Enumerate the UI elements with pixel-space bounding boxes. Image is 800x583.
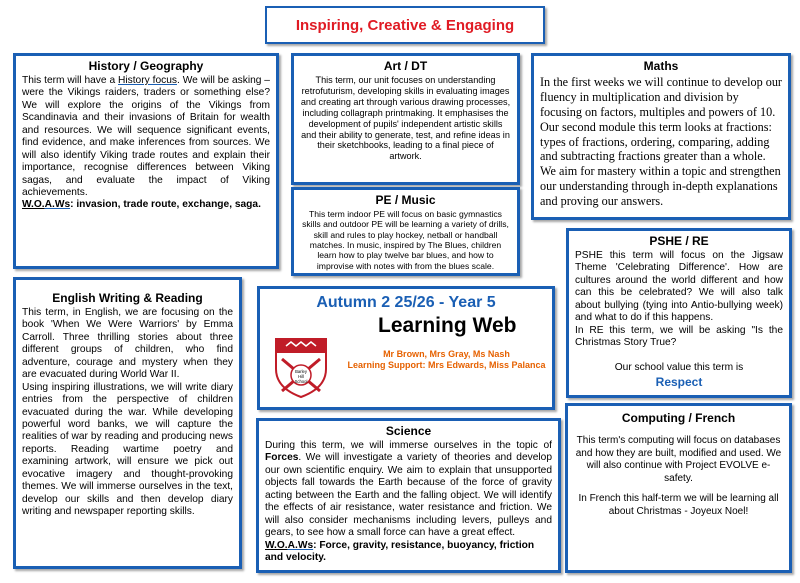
science-topic: Forces — [265, 452, 299, 464]
science-text-rest: . We will investigate a variety of theories and develop our own scientific enquiry. We aim to explain that unsupported objects fall towards the Earth because of the force of gravity acting between the Earth and the falling object. We will identify the effects of air resistance, water resistance and friction. We will also consider mechanisms including levers, pulleys and gears, to see how a small force can have a great effect. — [265, 452, 552, 539]
history-woaw-prefix: W.O. — [22, 199, 45, 211]
computing-french-panel — [565, 403, 792, 573]
pshe-re-panel — [566, 228, 792, 398]
badge-text-3: School — [294, 379, 308, 384]
art-heading: Art / DT — [383, 59, 428, 73]
english-panel — [13, 277, 242, 569]
school-badge-icon — [272, 335, 330, 399]
french-text: In French this half-term we will be learning all about Christmas - Joyeux Noel! — [578, 493, 779, 517]
learning-support: Learning Support: Mrs Edwards, Miss Palanca — [347, 360, 546, 371]
history-heading: History / Geography — [88, 59, 204, 73]
science-heading: Science — [385, 424, 432, 438]
art-text: This term, our unit focuses on understanding retrofuturism, developing skills in evaluating images and creating art through various drawing processes, including collagraph printmaking. It emphasises the development of pupils' independent artistic skills and their ability to generate, test, and refine ideas in their sketchbooks, leading to a final piece of artwork. — [300, 75, 511, 162]
re-text: In RE this term, we will be asking "Is the Christmas Story True? — [575, 324, 783, 349]
art-dt-panel — [291, 53, 520, 185]
history-text — [22, 75, 270, 199]
staff-list — [344, 349, 549, 372]
pshe-heading: PSHE / RE — [649, 234, 709, 248]
badge-text-2: Hill — [298, 374, 304, 379]
history-woaw-words: : invasion, trade route, exchange, saga. — [70, 199, 261, 211]
history-geography-panel — [13, 53, 279, 269]
science-woaw-words: : Force, gravity, resistance, buoyancy, friction and velocity. — [265, 539, 535, 563]
page-title-box — [265, 6, 545, 44]
page-title: Inspiring, Creative & Engaging — [295, 16, 515, 34]
learning-web-title: Learning Web — [378, 314, 517, 337]
learning-web-panel — [257, 286, 555, 410]
maths-panel — [531, 53, 791, 220]
term-heading: Autumn 2 25/26 - Year 5 — [316, 294, 496, 311]
science-text — [265, 440, 552, 540]
history-woaw — [22, 199, 270, 211]
english-heading: English Writing & Reading — [52, 291, 203, 305]
teachers: Mr Brown, Mrs Gray, Ms Nash — [383, 349, 510, 359]
science-panel — [256, 418, 561, 573]
history-woaw-abbr: A.Ws — [44, 199, 71, 211]
maths-text: In the first weeks we will continue to develop our fluency in multiplication and division by focusing on factors, multiples and powers of 10. Our second module this term looks at fractions: types of fractions, ordering, comparing, adding and subtracting fractions greater than a whole. We aim for mastery within a topic and strengthen our understanding through in-depth explanations and proving our answers. — [540, 75, 782, 208]
english-text-2: Using inspiring illustrations, we will write diary entries from the perspective of children evacuated during the war. While developing powerful word banks, we will capture the realities of war by reading and producing news reports. Reading wartime poetry and examining artwork, will ensure we pick out evocative imagery and thought-provoking themes. We will immerse ourselves in the text, develop our skills and then develop diary writing and newspaper reporting skills. — [22, 381, 233, 517]
school-value-label: Our school value this term is — [614, 361, 744, 373]
pe-text: This term indoor PE will focus on basic gymnastics skills and outdoor PE will be learning a variety of drills, skill and rules to play hockey, netball or handball matches. In music, inspired by The Blues, children learn how to play twelve bar blues, and how to improvise with notes with from the blues scale. — [302, 209, 509, 271]
history-text-rest: . We will be asking – were the Vikings raiders, traders or something else? We will explore the origins of the Vikings from Scandinavia and their invasions of Britain for wealth and resources. We will sequence significant events, find evidence, and make inferences from sources. We will also identify Viking trade routes and explain their importance, recognise differences between Viking sagas, and evaluate the impact of Viking achievements. — [22, 75, 270, 198]
science-woaw-prefix: W.O. — [265, 539, 288, 551]
history-focus-link: History focus — [118, 75, 177, 86]
computing-text: This term's computing will focus on databases and how they are built, modified and used. We will also continue with Project EVOLVE e-safety. — [575, 435, 782, 484]
history-text-start: This term will have a — [22, 75, 119, 86]
science-woaw — [265, 540, 552, 565]
pe-music-panel — [291, 187, 520, 276]
science-woaw-abbr: A.Ws — [287, 539, 314, 551]
badge-text-1: Barley — [295, 369, 307, 374]
school-value: Respect — [655, 374, 703, 389]
maths-heading: Maths — [643, 59, 679, 73]
computing-heading: Computing / French — [621, 411, 736, 425]
english-text-1: This term, in English, we are focusing on the book 'When We Were Warriors' by Emma Carroll. Three thrilling stories about three different groups of children, who find adventure, courage and mystery when they are evacuated during World War II. — [22, 307, 233, 381]
pshe-text: PSHE this term will focus on the Jigsaw Theme 'Celebrating Difference'. How are cultures around the world different and how can this be celebrated? We will also talk about bullying (tying into Antio-bullying week) and what to do if this happens. — [575, 250, 783, 324]
science-text-start: During this term, we will immerse ourselves in the topic of — [265, 440, 552, 451]
pe-heading: PE / Music — [375, 193, 436, 207]
